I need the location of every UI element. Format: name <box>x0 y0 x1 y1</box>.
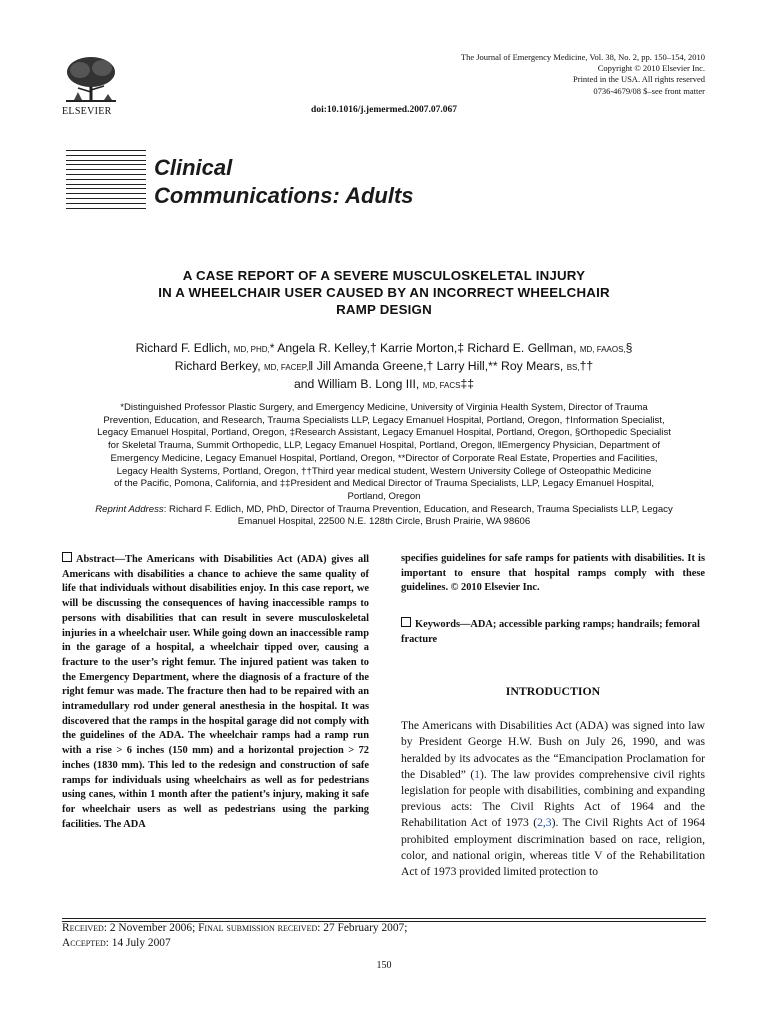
author-degree: BS, <box>566 363 580 372</box>
page-number: 150 <box>376 960 392 971</box>
affiliation-line: Legacy Health Systems, Portland, Oregon, ††Third year medical student, Western University College of Osteopathic Medicine <box>116 465 652 477</box>
journal-citation <box>461 52 705 97</box>
section-heading-line: Communications: Adults <box>154 183 414 208</box>
section-heading <box>154 154 414 210</box>
introduction-text <box>401 718 705 880</box>
author-name: Jill Amanda Greene, <box>316 359 427 373</box>
author-name: and William B. Long III, <box>293 377 420 391</box>
elsevier-tree-logo <box>60 52 122 108</box>
reprint-label: Reprint Address <box>95 503 164 515</box>
intro-text-part: ). The law provides comprehensive civil rights legislation for people with disabilities, combining and expanding previous acts: The Civil Rights Act of 1964 and the Rehabilitation Act of 1973 ( <box>401 767 705 830</box>
accepted-value: : 14 July 2007 <box>105 936 171 949</box>
author-mark: ‡ <box>457 341 465 355</box>
doi-link[interactable]: doi:10.1016/j.jemermed.2007.07.067 <box>311 105 457 115</box>
intro-text-part: ). The Civil Rights Act of 1964 prohibited employment discrimination based on race, religion, color, and national origin, whereas title V of the Rehabilitation Act of 1973 provided limited protection to <box>401 816 705 879</box>
author-degree: MD, FACS <box>422 381 461 390</box>
author-degree: MD, FACEP, <box>263 363 309 372</box>
author-name: Richard E. Gellman, <box>467 341 577 355</box>
final-submission-value: : 27 February 2007; <box>317 922 408 934</box>
checkbox-square-icon <box>401 617 411 627</box>
section-heading-line: Clinical <box>154 155 233 180</box>
affiliation-line: of the Pacific, Pomona, California, and ‡‡President and Medical Director of Trauma Specialists, LLP, Legacy Emanuel Hospital, <box>113 478 655 490</box>
author-mark: †† <box>579 359 594 373</box>
reprint-address-line: Emanuel Hospital, 22500 N.E. 128th Circle, Brush Prairie, WA 98606 <box>237 516 531 528</box>
abstract-column <box>62 552 369 832</box>
author-degree: MD, FAAOS, <box>579 345 626 354</box>
author-degree: MD, PHD, <box>233 345 270 354</box>
affiliation-line: Prevention, Education, and Research, Trauma Specialists LLP, Legacy Emanuel Hospital, Portland, Oregon, †Information Specialist, <box>103 414 665 426</box>
affiliations <box>62 402 706 529</box>
journal-line: Copyright © 2010 Elsevier Inc. <box>597 63 705 74</box>
author-name: Larry Hill, <box>436 359 489 373</box>
affiliation-line: *Distinguished Professor Plastic Surgery, and Emergency Medicine, University of Virginia Health System, Director of Trauma <box>120 402 648 413</box>
author-name: Richard F. Edlich, <box>135 341 231 355</box>
journal-line: Printed in the USA. All rights reserved <box>573 74 705 85</box>
author-mark: ‖ <box>308 359 314 373</box>
author-mark: ** <box>488 359 498 373</box>
reference-link[interactable]: 2,3 <box>537 816 552 830</box>
keywords-text: Keywords—ADA; accessible parking ramps; handrails; femoral fracture <box>401 619 700 645</box>
author-name: Karrie Morton, <box>380 341 458 355</box>
journal-line: 0736-4679/08 $–see front matter <box>593 85 705 96</box>
final-submission-label: Final submission received <box>198 922 318 934</box>
affiliation-line: Emergency Medicine, Legacy Emanuel Hospital, Portland, Oregon, **Director of Corporate Real Estate, Properties and Facilities, <box>110 452 658 464</box>
title-line: IN A WHEELCHAIR USER CAUSED BY AN INCORRECT WHEELCHAIR <box>158 285 610 300</box>
author-name: Angela R. Kelley, <box>277 341 370 355</box>
abstract-text: Abstract—The Americans with Disabilities Act (ADA) gives all Americans with disabilities a chance to achieve the same quality of life that individuals without disabilities enjoy. In this case report, we will be discussing the consequences of having inaccessible ramps to persons with disabilities that can result in severe musculoskeletal injuries in a wheelchair user. While going down an inaccessible ramp in the garage of a hospital, a wheelchair tipped over, causing a fracture to the user’s right femur. The injured patient was taken to the Emergency Department, where the diagnosis of a fracture of the right femur was made. The fracture then had to be repaired with an intramedullary rod under general anesthesia in the hospital. It was discovered that the ramps in the hospital garage did not comply with the guidelines of the ADA. The wheelchair ramps had a ramp run with a rise > 6 inches (150 mm) and a horizontal projection > 72 inches (1830 mm). This led to the redesign and construction of safe ramps for individuals using wheelchairs as well as for pedestrians using canes, within 1 month after the patient’s injury, making it safe for wheelchair users as well as pedestrians using the parking facilities. The ADA <box>62 554 369 830</box>
reprint-address <box>62 504 706 517</box>
right-column <box>401 552 705 880</box>
author-mark: † <box>426 359 434 373</box>
author-list <box>70 340 698 394</box>
author-mark: ‡‡ <box>460 377 475 391</box>
title-line: RAMP DESIGN <box>336 302 432 317</box>
author-mark: † <box>369 341 377 355</box>
affiliation-line: for Skeletal Trauma, Summit Orthopedic, LLP, Legacy Emanuel Hospital, Portland, Oregon, ‖Emergency Physician, Department of <box>108 440 660 452</box>
author-name: Roy Mears, <box>501 359 564 373</box>
received-value: : 2 November 2006; <box>103 922 199 934</box>
reprint-text: : Richard F. Edlich, MD, PhD, Director of Trauma Prevention, Education, and Research, Trauma Specialists LLP, Legacy <box>163 503 673 515</box>
abstract-continuation: specifies guidelines for safe ramps for patients with disabilities. It is important to ensure that hospital ramps comply with these guidelines. © 2010 Elsevier Inc. <box>401 553 705 594</box>
article-title <box>70 267 698 318</box>
publisher-name: ELSEVIER <box>62 106 112 117</box>
article-dates <box>62 921 407 950</box>
section-rule-lines <box>66 150 146 212</box>
author-mark: § <box>625 341 633 355</box>
introduction-heading: INTRODUCTION <box>505 683 601 698</box>
affiliation-line: Portland, Oregon <box>347 490 421 502</box>
title-line: A CASE REPORT OF A SEVERE MUSCULOSKELETAL INJURY <box>182 268 586 283</box>
received-label: Received <box>62 922 104 934</box>
journal-line: The Journal of Emergency Medicine, Vol. 38, No. 2, pp. 150–154, 2010 <box>460 52 705 62</box>
footer-divider <box>62 918 706 919</box>
keywords <box>401 617 705 647</box>
checkbox-square-icon <box>62 552 72 562</box>
accepted-label: Accepted <box>62 936 106 949</box>
author-name: Richard Berkey, <box>174 359 261 373</box>
author-mark: * <box>269 341 275 355</box>
intro-text-part: The Americans with Disabilities Act (ADA) was signed into law by President George H.W. Bush on July 26, 1990, and was heralded by its advocates as the “Emancipation Proclamation for the Disabled” ( <box>401 719 705 781</box>
affiliation-line: Legacy Emanuel Hospital, Portland, Oregon, ‡Research Assistant, Legacy Emanuel Hospital, Portland, Oregon, §Orthopedic Specialist <box>97 427 671 439</box>
reference-link[interactable]: 1 <box>474 767 481 781</box>
